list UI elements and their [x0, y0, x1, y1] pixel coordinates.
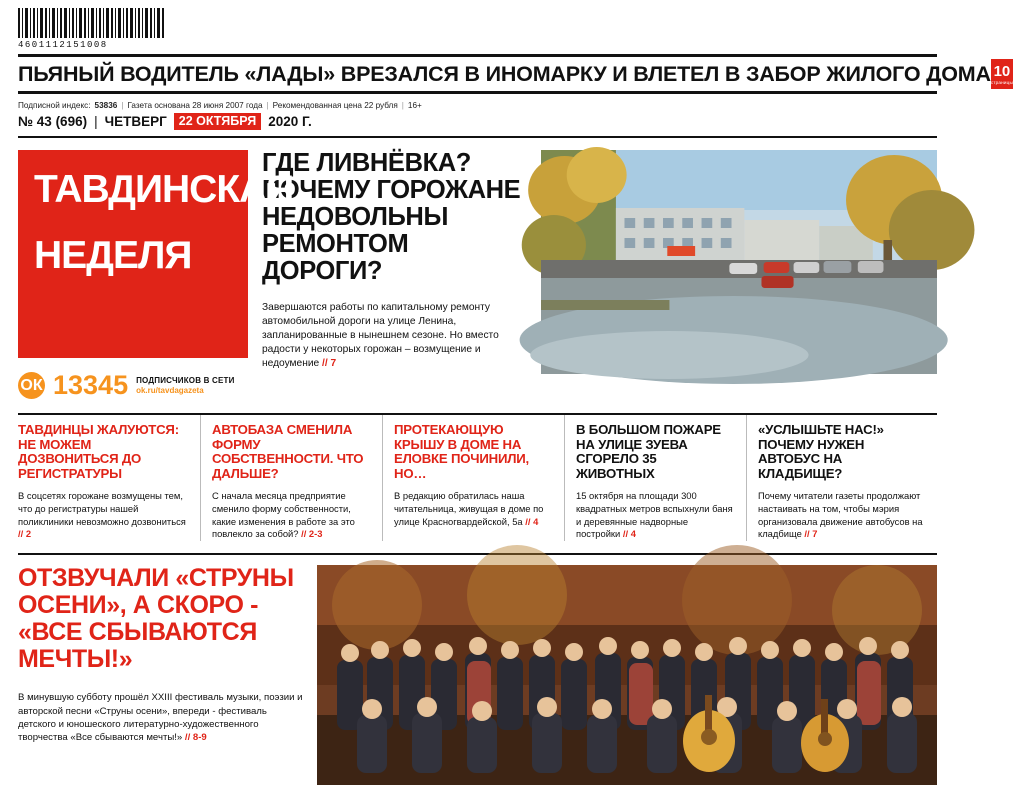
masthead-line1: ТАВДИНСКАЯ: [34, 168, 294, 211]
brief-body: [212, 490, 370, 541]
issue-date: 22 ОКТЯБРЯ: [174, 113, 262, 130]
lead-story-column: [262, 150, 527, 399]
brief-item[interactable]: [382, 423, 564, 541]
brief-title: В БОЛЬШОМ ПОЖАРЕ НА УЛИЦЕ ЗУЕВА СГОРЕЛО 35 ЖИВОТНЫХ: [576, 422, 721, 481]
brief-title: ТАВДИНЦЫ ЖАЛУЮТСЯ: НЕ МОЖЕМ ДОЗВОНИТЬСЯ ДО РЕГИСТРАТУРЫ: [18, 422, 179, 481]
brief-title: АВТОБАЗА СМЕНИЛА ФОРМУ СОБСТВЕННОСТИ. ЧТО ДАЛЬШЕ?: [212, 422, 364, 481]
brief-text: В редакцию обратилась наша читательница, живущая в доме по улице Красногвардейской, 5а: [394, 490, 544, 527]
brief-text: С начала месяца предприятие сменило форму собственности, какие изменения в работе за это повлекло за собой?: [212, 490, 355, 540]
bottom-feature: [18, 553, 937, 785]
lead-story-title: ГДЕ ЛИВНЁВКА? ПОЧЕМУ ГОРОЖАНЕ НЕДОВОЛЬНЫ РЕМОНТОМ ДОРОГИ?: [262, 149, 521, 286]
brief-item[interactable]: [564, 423, 746, 541]
bottom-feature-title: ОТЗВУЧАЛИ «СТРУНЫ ОСЕНИ», А СКОРО - «ВСЕ СБЫВАЮТСЯ МЕЧТЫ!»: [18, 564, 294, 674]
divider: |: [266, 101, 269, 110]
ok-link[interactable]: ok.ru/tavdagazeta: [136, 385, 204, 395]
subscribers-meta: [136, 376, 234, 396]
brief-body: [18, 490, 188, 541]
brief-item[interactable]: [18, 423, 200, 541]
divider: |: [121, 101, 124, 110]
brief-item[interactable]: [200, 423, 382, 541]
ok-logo-icon[interactable]: ОК: [18, 372, 45, 399]
pages-number: 10: [993, 62, 1011, 80]
brief-page-ref: // 4: [525, 515, 539, 527]
brief-page-ref: // 2: [18, 528, 32, 540]
brief-item[interactable]: [746, 423, 928, 541]
issue-line: [18, 113, 937, 138]
masthead: [18, 150, 294, 358]
lead-photo-column: [541, 150, 937, 399]
masthead-line2: НЕДЕЛЯ: [34, 233, 192, 277]
index-label: Подписной индекс:: [18, 101, 91, 110]
barcode-number: 4601112151008: [18, 40, 108, 50]
lead-story-body: [262, 301, 527, 371]
bottom-feature-text: В минувшую субботу прошёл XXIII фестиваль музыки, поэзии и авторской песни «Струны осени», впереди - фестиваль детского и юношеского литературно-художественного творчества «Все сбываются мечты!»: [18, 692, 303, 744]
divider: |: [94, 114, 98, 129]
bottom-feature-photo: [317, 565, 937, 785]
street-photo-illustration: [541, 150, 937, 374]
bottom-page-ref: // 8-9: [184, 732, 207, 744]
brief-body: [758, 490, 928, 541]
top-headline-banner: [18, 54, 1013, 94]
bottom-feature-body: [18, 691, 303, 745]
age-rating: 16+: [407, 101, 422, 110]
brief-text: В соцсетях горожане возмущены тем, что до регистратуры нашей поликлиники невозможно дозвониться: [18, 490, 186, 527]
issue-number: № 43 (696): [18, 114, 88, 129]
barcode-icon: [18, 8, 166, 38]
lead-photo: [541, 150, 937, 374]
brief-body: [394, 490, 552, 528]
brief-title: ПРОТЕКАЮЩУЮ КРЫШУ В ДОМЕ НА ЕЛОВКЕ ПОЧИНИЛИ, НО…: [394, 422, 530, 481]
pages-label: страницы: [990, 79, 1013, 85]
founded-text: Газета основана 28 июня 2007 года: [127, 101, 263, 110]
subscribers-label: ПОДПИСЧИКОВ В СЕТИ: [136, 375, 235, 385]
barcode-area: [18, 0, 937, 52]
brief-title: «УСЛЫШЬТЕ НАС!» ПОЧЕМУ НУЖЕН АВТОБУС НА КЛАДБИЩЕ?: [758, 422, 884, 481]
brief-page-ref: // 4: [622, 528, 636, 540]
bottom-feature-text-column: [18, 565, 303, 785]
lead-page-ref: // 7: [322, 358, 337, 370]
divider: |: [401, 101, 404, 110]
group-photo-illustration: [317, 565, 937, 785]
brief-page-ref: // 2-3: [301, 528, 323, 540]
index-value: 53836: [94, 101, 118, 110]
brief-body: [576, 490, 734, 541]
top-section: [18, 138, 937, 399]
briefs-row: [18, 413, 937, 541]
brief-page-ref: // 7: [804, 528, 818, 540]
social-subscribers[interactable]: [18, 372, 248, 399]
brief-text: 15 октября на площади 300 квадратных метров вспыхнули баня и деревянные надворные постройки: [576, 490, 733, 540]
imprint-line: [18, 94, 937, 113]
lead-story-text: Завершаются работы по капитальному ремонту автомобильной дороги на улице Ленина, запланированные в нынешнем сезоне. Но вместо радости у некоторых горожан – возмущение и недоумение: [262, 302, 499, 370]
price-text: Рекомендованная цена 22 рубля: [272, 101, 398, 110]
issue-year: 2020 Г.: [268, 114, 312, 129]
issue-weekday: ЧЕТВЕРГ: [104, 114, 167, 129]
barcode: [18, 8, 170, 50]
brief-text: Почему читатели газеты продолжают настаивать на том, чтобы мэрия организовала движение автобусов на кладбище: [758, 490, 923, 540]
top-headline-text: ПЬЯНЫЙ ВОДИТЕЛЬ «ЛАДЫ» ВРЕЗАЛСЯ В ИНОМАРКУ И ВЛЕТЕЛ В ЗАБОР ЖИЛОГО ДОМА: [18, 61, 991, 86]
masthead-column: [18, 150, 294, 400]
subscribers-count: 13345: [53, 370, 129, 400]
pages-badge: [991, 59, 1013, 89]
